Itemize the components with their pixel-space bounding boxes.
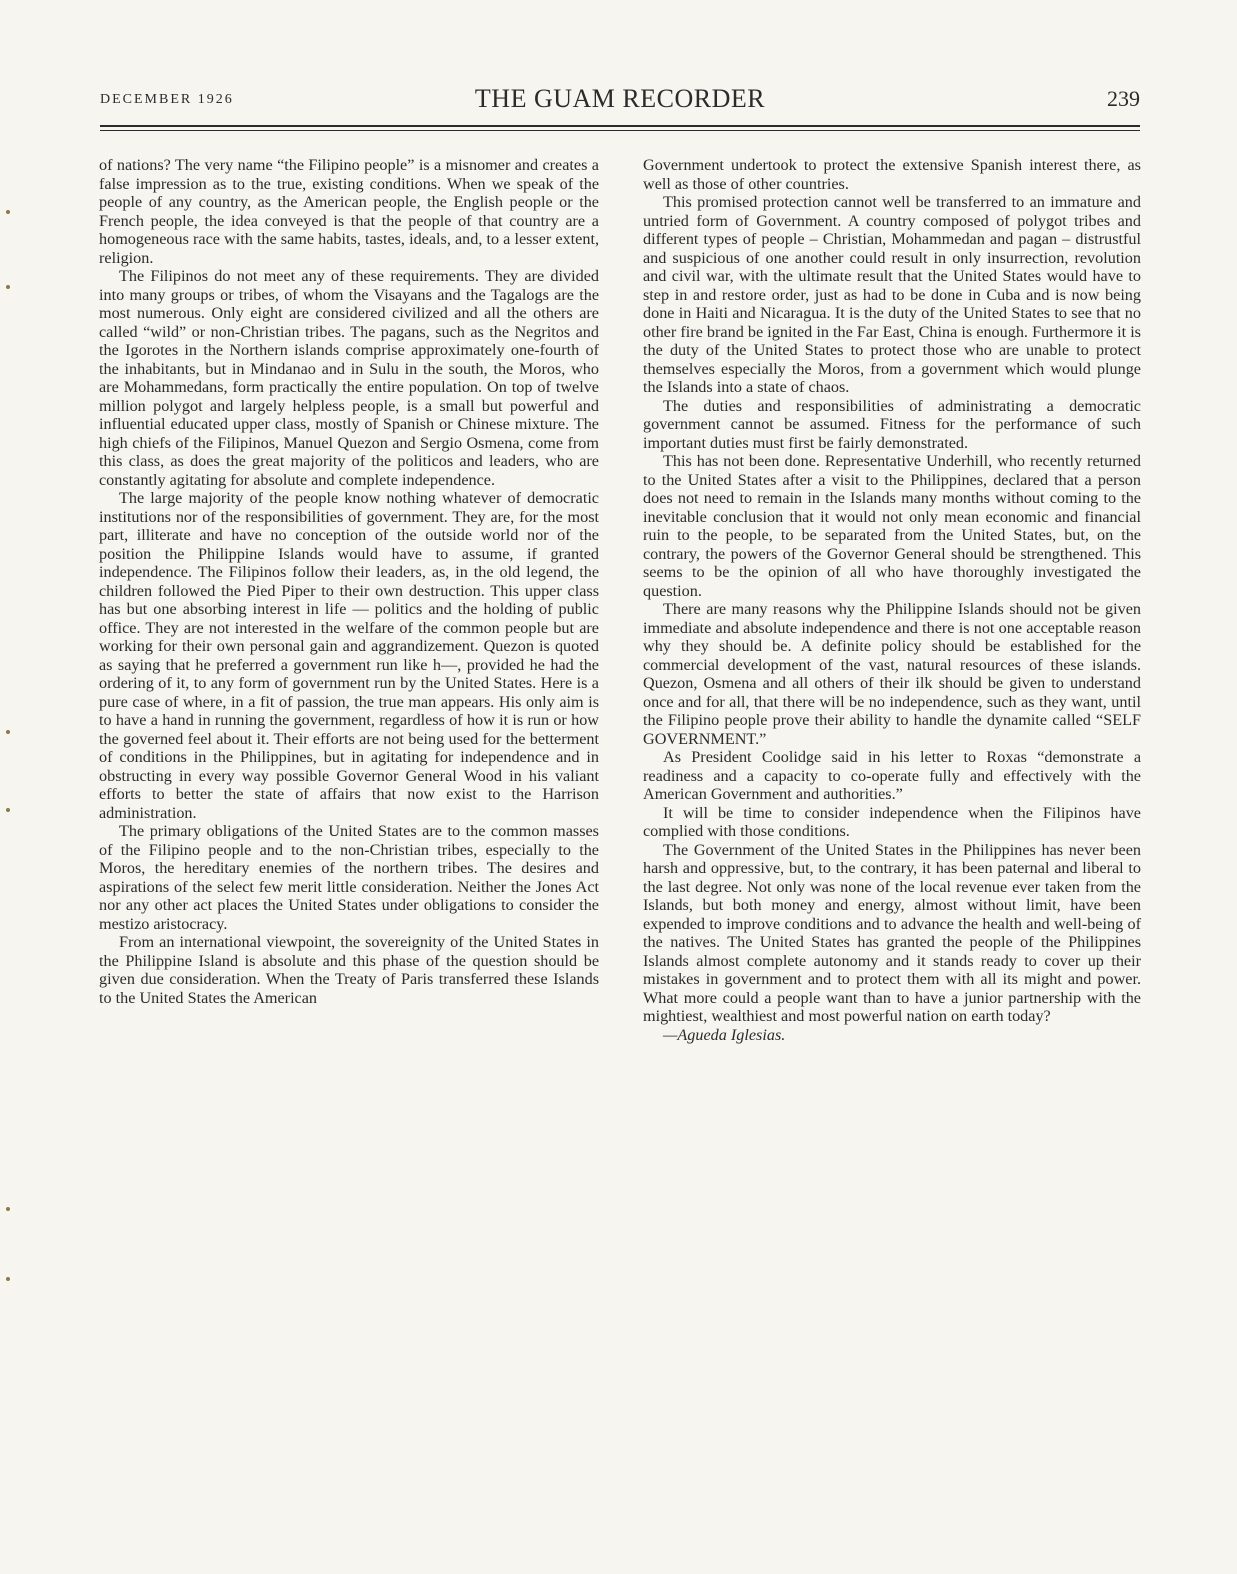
margin-mark <box>6 730 10 734</box>
margin-mark <box>6 285 10 289</box>
publication-title: THE GUAM RECORDER <box>474 84 766 113</box>
paragraph: Government undertook to protect the extensive Spanish interest there, as well as those of other countries. <box>643 156 1141 193</box>
article-right-column <box>643 156 1141 1044</box>
paragraph: The large majority of the people know nothing whatever of democratic institutions nor of the responsibilities of government. They are, for the most part, illiterate and have no conception of the outside world nor of the position the Philippine Islands would have to assume, if granted independence. The Filipinos follow their leaders, as, in the old legend, the children followed the Pied Piper to their own destruction. This upper class has but one absorbing interest in life — politics and the holding of public office. They are not interested in the welfare of the common people but are working for their own personal gain and aggrandizement. Quezon is quoted as saying that he preferred a government run like h—, provided he had the ordering of it, to any form of government run by the United States. Here is a pure case of where, in a fit of passion, the true man appears. His only aim is to have a hand in running the government, regardless of how it is run or how the governed feel about it. Their efforts are not being used for the betterment of conditions in the Philippines, but in agitating for independence and in obstructing in every way possible Governor General Wood in his valiant efforts to better the state of affairs that now exist to the Harrison administration. <box>99 489 599 822</box>
paragraph: This has not been done. Representative Underhill, who recently returned to the United States after a visit to the Philippines, declared that a person does not need to remain in the Islands many months without coming to the inevitable conclusion that it would not only mean economic and financial ruin to the people, to be separated from the United States, but, on the contrary, the powers of the Governor General should be strengthened. This seems to be the opinion of all who have thoroughly investigated the question. <box>643 452 1141 600</box>
paragraph: This promised protection cannot well be transferred to an immature and untried form of Government. A country composed of polygot tribes and different types of people – Christian, Mohammedan and pagan – distrustful and suspicious of one another could result in only insurrection, revolution and civil war, with the ultimate result that the United States would have to step in and restore order, just as had to be done in Cuba and is now being done in Haiti and Nicaragua. It is the duty of the United States to see that no other fire brand be ignited in the Far East, China is enough. Furthermore it is the duty of the United States to protect those who are unable to protect themselves especially the Moros, from a government which would plunge the Islands into a state of chaos. <box>643 193 1141 396</box>
paragraph: From an international viewpoint, the sovereignity of the United States in the Philippine Island is absolute and this phase of the question should be given due consideration. When the Treaty of Paris transferred these Islands to the United States the American <box>99 933 599 1007</box>
margin-mark <box>6 1277 10 1281</box>
header-rule-thin <box>100 130 1140 131</box>
paragraph: As President Coolidge said in his letter to Roxas “demonstrate a readiness and a capacity to co-operate fully and effectively with the American Government and authorities.” <box>643 748 1141 803</box>
paragraph: It will be time to consider independence when the Filipinos have complied with those conditions. <box>643 803 1141 840</box>
paragraph: The Government of the United States in the Philippines has never been harsh and oppressive, but, to the contrary, it has been paternal and liberal to the last degree. Not only was none of the local revenue ever taken from the Islands, but both money and energy, almost without limit, have been expended to improve conditions and to advance the health and well-being of the natives. The United States has granted the people of the Philippines Islands almost complete autonomy and it stands ready to cover up their mistakes in government and to protect them with all its might and power. What more could a people want than to have a junior partnership with the mightiest, wealthiest and most powerful nation on earth today? <box>643 840 1141 1025</box>
paragraph: The duties and responsibilities of administrating a democratic government cannot be assumed. Fitness for the performance of such important duties must first be fairly demonstrated. <box>643 396 1141 452</box>
margin-mark <box>6 1207 10 1211</box>
paragraph: The primary obligations of the United States are to the common masses of the Filipino people and to the non-Christian tribes, especially to the Moros, the hereditary enemies of the northern tribes. The desires and aspirations of the select few merit little consideration. Neither the Jones Act nor any other act places the United States under obligations to consider the mestizo aristocracy. <box>99 822 599 933</box>
margin-mark <box>6 808 10 812</box>
issue-date: DECEMBER 1926 <box>100 92 234 107</box>
paragraph: The Filipinos do not meet any of these requirements. They are divided into many groups or tribes, of whom the Visayans and the Tagalogs are the most numerous. Only eight are considered civilized and all the others are called “wild” or non-Christian tribes. The pagans, such as the Negritos and the Igorotes in the Northern islands comprise approximately one-fourth of the inhabitants, but in Mindanao and in Sulu in the south, the Moros, who are Mohammedans, form practically the entire population. On top of twelve million polygot and largely helpless people, is a small but powerful and influential educated upper class, mostly of Spanish or Chinese mixture. The high chiefs of the Filipinos, Manuel Quezon and Sergio Osmena, come from this class, as does the great majority of the politicos and leaders, who are constantly agitating for absolute and complete independence. <box>99 267 599 489</box>
margin-mark <box>6 210 10 214</box>
paragraph: There are many reasons why the Philippine Islands should not be given immediate and absolute independence and there is not one acceptable reason why they should be. A definite policy should be established for the commercial development of the vast, natural resources of these islands. Quezon, Osmena and all others of their ilk should be given to understand once and for all, that there will be no independence, such as they want, until the Filipino people prove their ability to handle the dynamite called “SELF GOVERNMENT.” <box>643 600 1141 748</box>
page-number: 239 <box>1107 86 1140 111</box>
paragraph: of nations? The very name “the Filipino people” is a misnomer and creates a false impression as to the true, existing conditions. When we speak of the people of any country, as the American people, the English people or the French people, the idea conveyed is that the people of that country are a homogeneous race with the same habits, tastes, ideals, and, to a lesser extent, religion. <box>99 156 599 267</box>
author-signature: —Agueda Iglesias. <box>663 1025 786 1044</box>
page-header <box>100 84 1140 124</box>
article-left-column <box>99 156 599 1007</box>
header-rule-thick <box>100 125 1140 127</box>
